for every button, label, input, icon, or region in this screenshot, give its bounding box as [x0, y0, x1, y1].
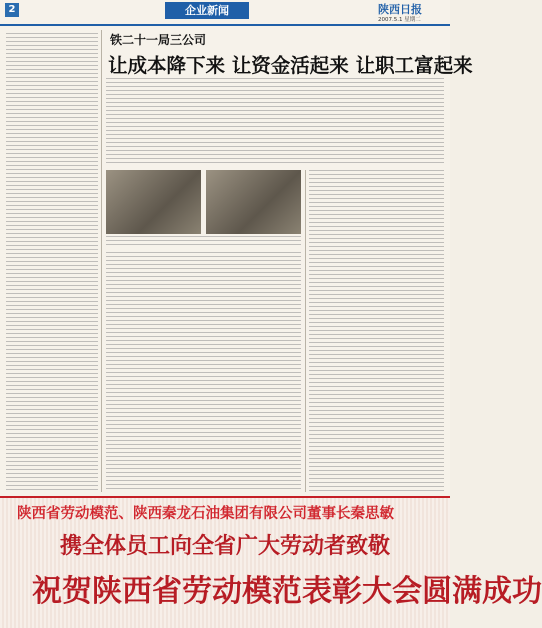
headline-kicker: 铁二十一局三公司 [110, 33, 207, 47]
news-photo-2 [206, 170, 301, 234]
edition-date: 2007.5.1 星期二 [378, 17, 421, 23]
photo-captions [106, 236, 301, 248]
section-title: 企业新闻 [165, 2, 249, 19]
paper-name: 陕西日报 [378, 3, 422, 16]
banner-top-line: 陕西省劳动模范、陕西秦龙石油集团有限公司董事长秦思敏 [17, 505, 394, 522]
column-divider [101, 30, 102, 492]
middle-article-text [106, 252, 301, 492]
masthead-rule [0, 24, 450, 26]
banner-bottom-line: 祝贺陕西省劳动模范表彰大会圆满成功 [32, 574, 542, 609]
masthead [0, 0, 450, 26]
headline-main: 让成本降下来 让资金活起来 让职工富起来 [108, 54, 473, 77]
banner-middle-line: 携全体员工向全省广大劳动者致敬 [60, 533, 391, 559]
main-article-text [106, 78, 444, 166]
page-number: 2 [5, 3, 19, 17]
left-column-text [6, 33, 98, 490]
right-column-text [309, 170, 444, 492]
column-divider [305, 170, 306, 492]
news-photo-1 [106, 170, 201, 234]
